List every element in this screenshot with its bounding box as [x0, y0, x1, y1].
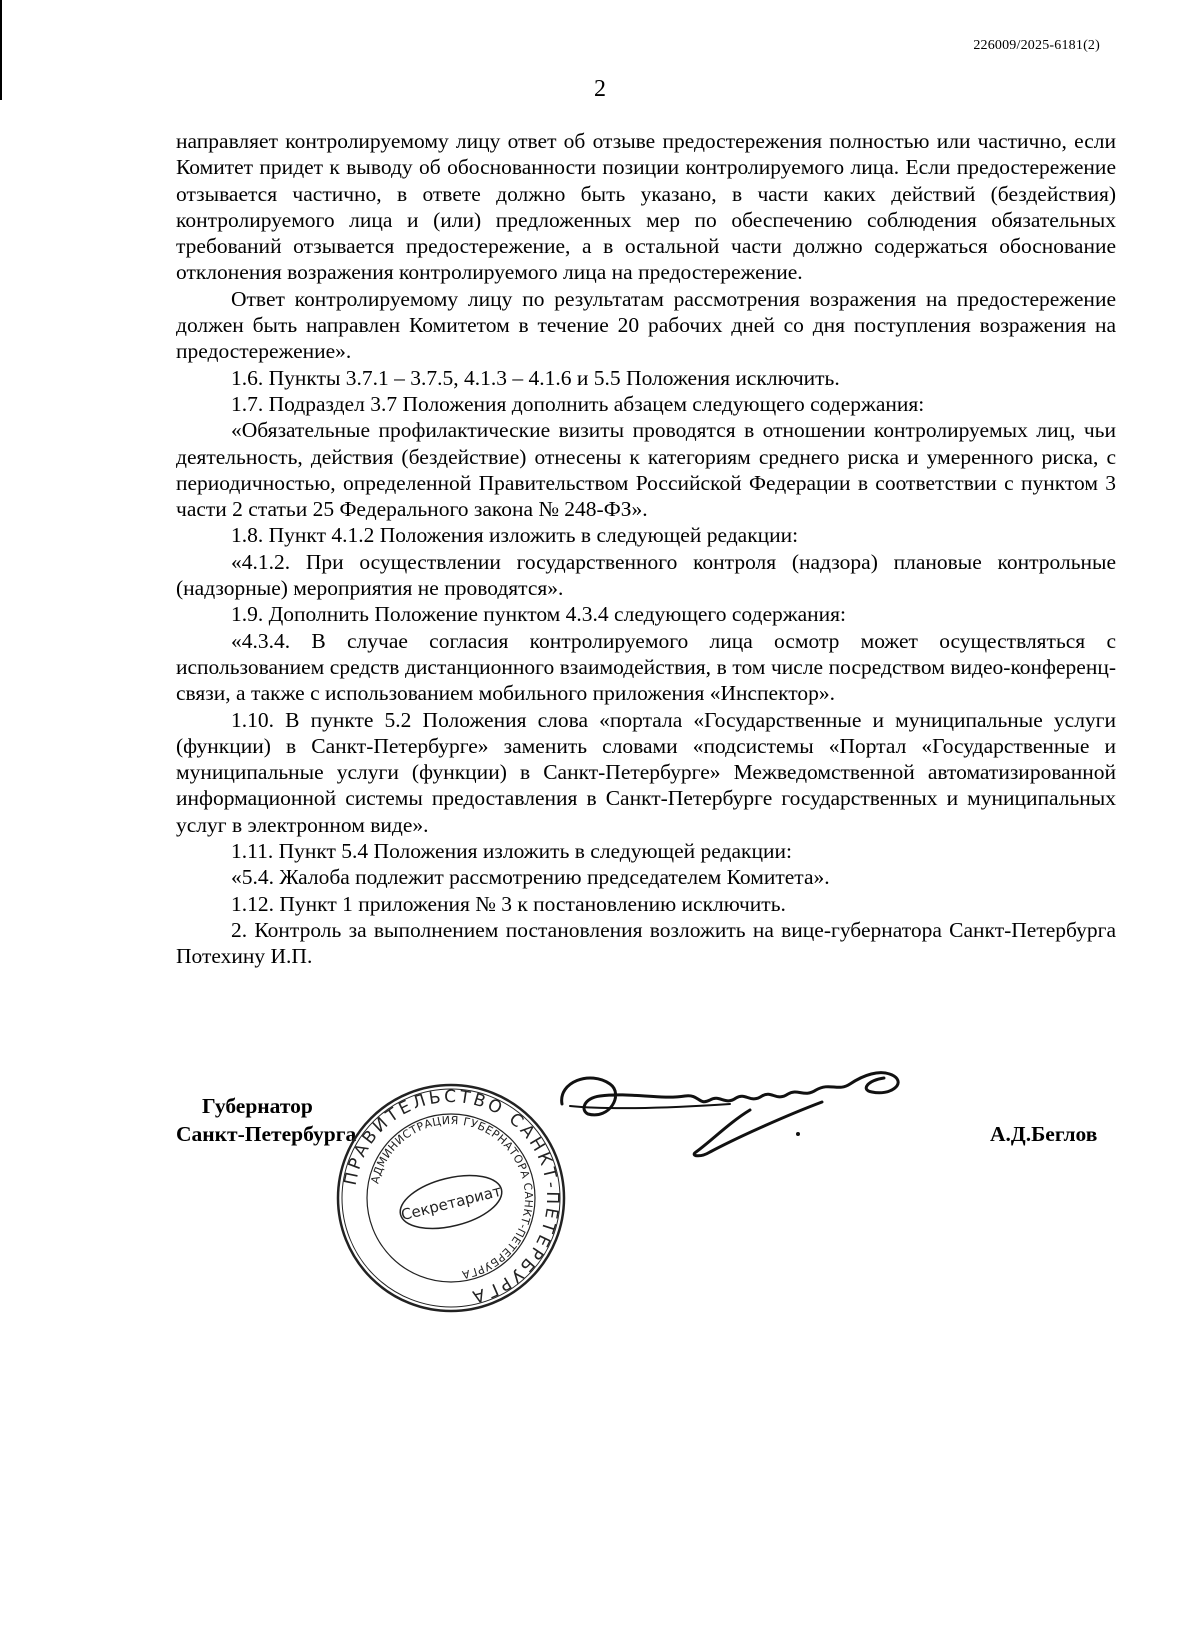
signatory-title-line2: Санкт-Петербурга	[176, 1122, 357, 1146]
signatory-title-line1: Губернатор	[202, 1094, 313, 1118]
paragraph: «5.4. Жалоба подлежит рассмотрению председателем Комитета».	[231, 865, 830, 890]
official-seal-stamp	[335, 1082, 567, 1314]
document-body	[176, 128, 1116, 970]
seal-inner-text: АДМИНИСТРАЦИЯ ГУБЕРНАТОРА САНКТ-ПЕТЕРБУРГА	[368, 1113, 536, 1282]
seal-outer-text: ПРАВИТЕЛЬСТВО САНКТ-ПЕТЕРБУРГА	[340, 1086, 563, 1308]
paragraph: 1.10. В пункте 5.2 Положения слова «портала «Государственные и муниципальные услуги (функции) в Санкт-Петербурге» заменить словами «подсистемы «Портал «Государственные и муниципальные услуги (функции) в Санкт-Петербурге» Межведомственной автоматизированной информационной системы предоставления в Санкт-Петербурге государственных и муниципальных услуг в электронном виде».	[176, 707, 1116, 837]
paragraph: 1.8. Пункт 4.1.2 Положения изложить в следующей редакции:	[231, 523, 799, 548]
paragraph: 1.9. Дополнить Положение пунктом 4.3.4 следующего содержания:	[231, 602, 847, 627]
paragraph: направляет контролируемому лицу ответ об отзыве предостережения полностью или частично, если Комитет придет к выводу об обоснованности позиции контролируемого лица. Если предостережение отзывается частично, в ответе должно быть указано, в части каких действий (бездействия) контролируемого лица и (или) предложенных мер по обеспечению соблюдения обязательных требований отзывается предостережение, а в остальной части должно содержаться обоснование отклонения возражения контролируемого лица на предостережение.	[176, 129, 1116, 285]
handwritten-signature	[550, 1062, 930, 1182]
paragraph: Ответ контролируемому лицу по результатам рассмотрения возражения на предостережение должен быть направлен Комитетом в течение 20 рабочих дней со дня поступления возражения на предостережение».	[176, 286, 1116, 364]
seal-center-text: Секретариат	[399, 1181, 504, 1225]
paragraph: «Обязательные профилактические визиты проводятся в отношении контролируемых лиц, чьи деятельность, действия (бездействие) отнесены к категориям среднего риска и умеренного риска, с периодичностью, определенной Правительством Российской Федерации в соответствии с пунктом 3 части 2 статьи 25 Федерального закона № 248-ФЗ».	[176, 418, 1116, 522]
signatory-title	[176, 1092, 356, 1148]
paragraph: 2. Контроль за выполнением постановления возложить на вице-губернатора Санкт-Петербурга Потехину И.П.	[176, 917, 1116, 969]
paragraph: 1.12. Пункт 1 приложения № 3 к постановлению исключить.	[231, 891, 786, 916]
signer-name: А.Д.Беглов	[990, 1122, 1098, 1146]
paragraph: 1.11. Пункт 5.4 Положения изложить в следующей редакции:	[231, 839, 792, 864]
document-number: 226009/2025-6181(2)	[973, 38, 1100, 53]
paragraph: 1.7. Подраздел 3.7 Положения дополнить абзацем следующего содержания:	[231, 391, 925, 416]
paragraph: «4.1.2. При осуществлении государственного контроля (надзора) плановые контрольные (надзорные) мероприятия не проводятся».	[176, 549, 1116, 601]
page-number: 2	[594, 76, 606, 102]
paragraph: «4.3.4. В случае согласия контролируемого лица осмотр может осуществляться с использованием средств дистанционного взаимодействия, в том числе посредством видео-конференц-связи, а также с использованием мобильного приложения «Инспектор».	[176, 628, 1116, 706]
paragraph: 1.6. Пункты 3.7.1 – 3.7.5, 4.1.3 – 4.1.6 и 5.5 Положения исключить.	[231, 365, 840, 390]
